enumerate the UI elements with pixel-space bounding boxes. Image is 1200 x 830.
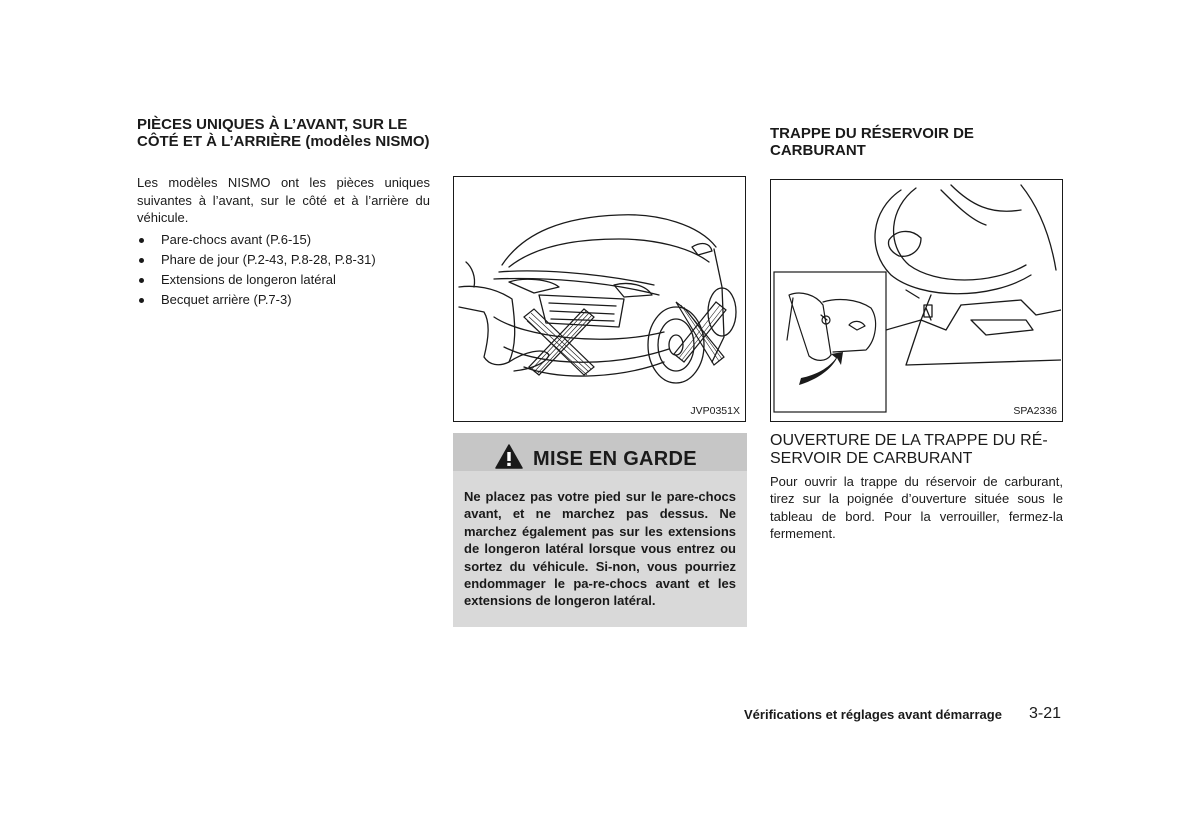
subheading-opening-fuel-door: OUVERTURE DE LA TRAPPE DU RÉ-SERVOIR DE CARBURANT xyxy=(770,432,1048,467)
page-number: 3-21 xyxy=(1029,705,1062,722)
footer-section-title: Vérifications et réglages avant démarrage xyxy=(744,707,1002,722)
caution-title: MISE EN GARDE xyxy=(533,448,697,470)
nismo-intro-paragraph: Les modèles NISMO ont les pièces uniques suivantes à l’avant, sur le côté et à l’arrière du véhicule. xyxy=(137,175,430,225)
figure-code: JVP0351X xyxy=(690,405,740,417)
warning-triangle-icon xyxy=(495,444,523,470)
caution-header xyxy=(453,433,747,471)
figure-bumper-illustration xyxy=(453,176,746,422)
figure-fuel-door-illustration xyxy=(770,179,1063,422)
list-item: Pare-chocs avant (P.6-15) xyxy=(137,230,430,250)
car-foot-illustration xyxy=(454,177,744,420)
list-item: Becquet arrière (P.7-3) xyxy=(137,290,430,310)
section-heading-nismo-parts: PIÈCES UNIQUES À L’AVANT, SUR LE CÔTÉ ET À L’ARRIÈRE (modèles NISMO) xyxy=(137,116,430,150)
figure-code: SPA2336 xyxy=(1013,405,1057,417)
fuel-door-paragraph: Pour ouvrir la trappe du réservoir de carburant, tirez sur la poignée d’ouverture située sous le tableau de bord. Pour la verrouiller, fermez-la fermement. xyxy=(770,474,1063,541)
caution-text: Ne placez pas votre pied sur le pare-chocs avant, et ne marchez pas dessus. Ne marchez également pas sur les extensions de longeron latéral lorsque vous entrez ou sortez du véhicule. Si-non, vous pourriez endommager le pa-re-chocs avant et les extensions de longeron latéral. xyxy=(464,489,736,609)
list-item: Extensions de longeron latéral xyxy=(137,270,430,290)
section-heading-fuel-door: TRAPPE DU RÉSERVOIR DE CARBURANT xyxy=(770,125,974,159)
caution-box xyxy=(453,433,747,627)
list-item: Phare de jour (P.2-43, P.8-28, P.8-31) xyxy=(137,250,430,270)
nismo-parts-list xyxy=(137,230,430,310)
fuel-door-release-illustration xyxy=(771,180,1061,420)
